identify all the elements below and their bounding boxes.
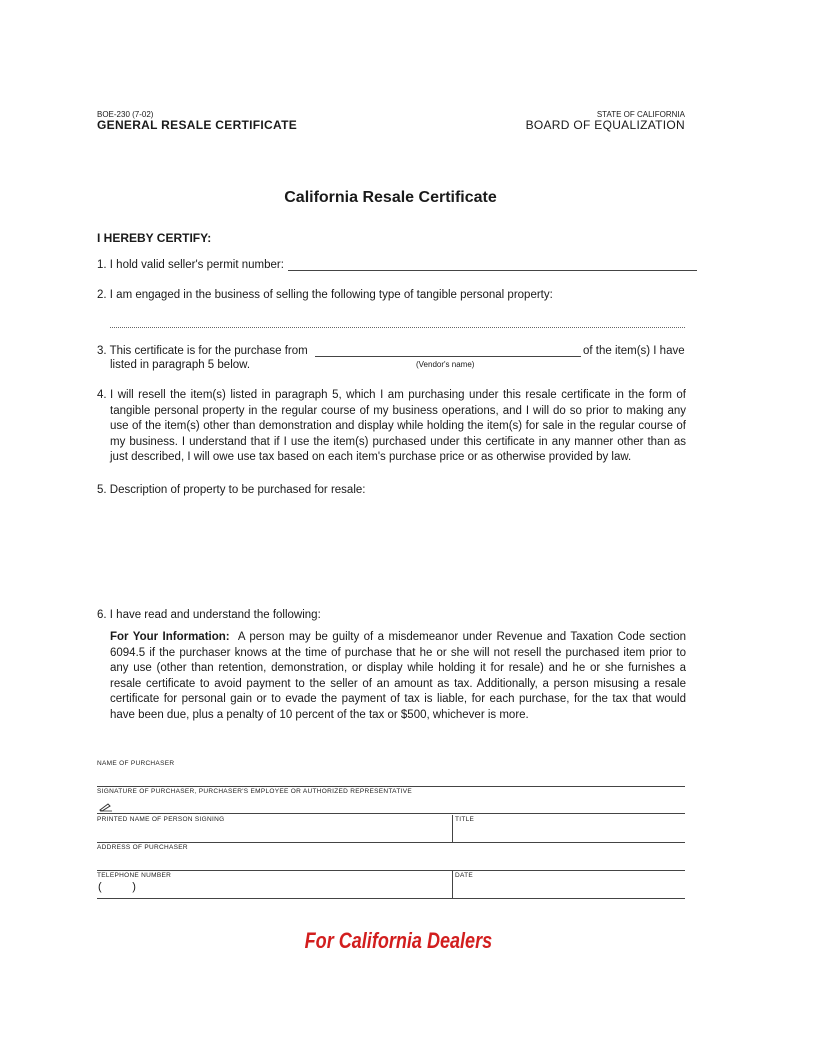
date-label: DATE [455,872,474,879]
name-of-purchaser-field[interactable] [97,786,685,787]
telephone-label: TELEPHONE NUMBER [97,872,172,879]
item-3-text: 3. This certificate is for the purchase from [97,345,308,357]
title-label: TITLE [455,816,475,823]
item-5-text: 5. Description of property to be purchased for resale: [97,484,366,496]
vendor-name-label: (Vendor's name) [416,360,475,369]
address-label: ADDRESS OF PURCHASER [97,844,188,851]
item-4-number: 4. [97,389,107,401]
address-field[interactable] [97,870,685,871]
telephone-date-field[interactable] [97,898,685,899]
divider-date [452,871,453,898]
form-name: GENERAL RESALE CERTIFICATE [97,118,298,132]
item-3-text-c: listed in paragraph 5 below. [110,359,251,371]
item-2-text: 2. I am engaged in the business of selling the following type of tangible personal property: [97,289,553,301]
permit-number-field[interactable] [288,270,697,271]
footer-dealers-text: For California Dealers [304,928,493,953]
signature-field[interactable] [97,813,685,814]
item-4-text: I will resell the item(s) listed in paragraph 5, which I am purchasing under this resale certificate in the form of tangible personal property in the regular course of my business operations, and I will do so prior to making any use of the item(s) other than demonstration and display while holding the item(s) for sale in the regular course of my business. I understand that if I use the item(s) purchased under this certificate in any manner other than as just described, I will owe use tax based on each item's purchase price or as otherwise provided by law. [110,389,686,463]
pen-icon [99,799,113,809]
printed-name-label: PRINTED NAME OF PERSON SIGNING [97,816,225,823]
signature-label: SIGNATURE OF PURCHASER, PURCHASER'S EMPLOYEE OR AUTHORIZED REPRESENTATIVE [97,788,412,795]
item-6-text: 6. I have read and understand the following: [97,609,321,621]
phone-area-code: ( ) [98,881,136,893]
state-label: STATE OF CALIFORNIA [596,110,685,119]
item-1-text: 1. I hold valid seller's permit number: [97,259,284,271]
fyi-paragraph [110,630,686,723]
property-type-field[interactable] [110,327,685,328]
property-description-field[interactable] [110,500,686,600]
divider-title [452,815,453,842]
item-3-text-b: of the item(s) I have [583,345,685,357]
name-of-purchaser-label: NAME OF PURCHASER [97,760,175,767]
page-title: California Resale Certificate [284,189,497,206]
vendor-name-field[interactable] [315,356,581,357]
fyi-label: For Your Information: [110,631,230,643]
form-code: BOE-230 (7-02) [97,110,154,119]
printed-name-field[interactable] [97,842,685,843]
fyi-text: A person may be guilty of a misdemeanor under Revenue and Taxation Code section 6094.5 if the purchaser knows at the time of purchase that he or she will not resell the purchased item prior to any use (other than retention, demonstration, or display while holding it for resale) and he or she furnishes a resale certificate to avoid payment to the seller of an amount as tax. Additionally, a person misusing a resale certificate for personal gain or to evade the payment of tax is liable, for each purchase, for the tax that would have been due, plus a penalty of 10 percent of the tax or $500, whichever is more. [110,631,686,721]
agency-name: BOARD OF EQUALIZATION [525,118,685,132]
certify-heading: I HEREBY CERTIFY: [97,231,212,245]
